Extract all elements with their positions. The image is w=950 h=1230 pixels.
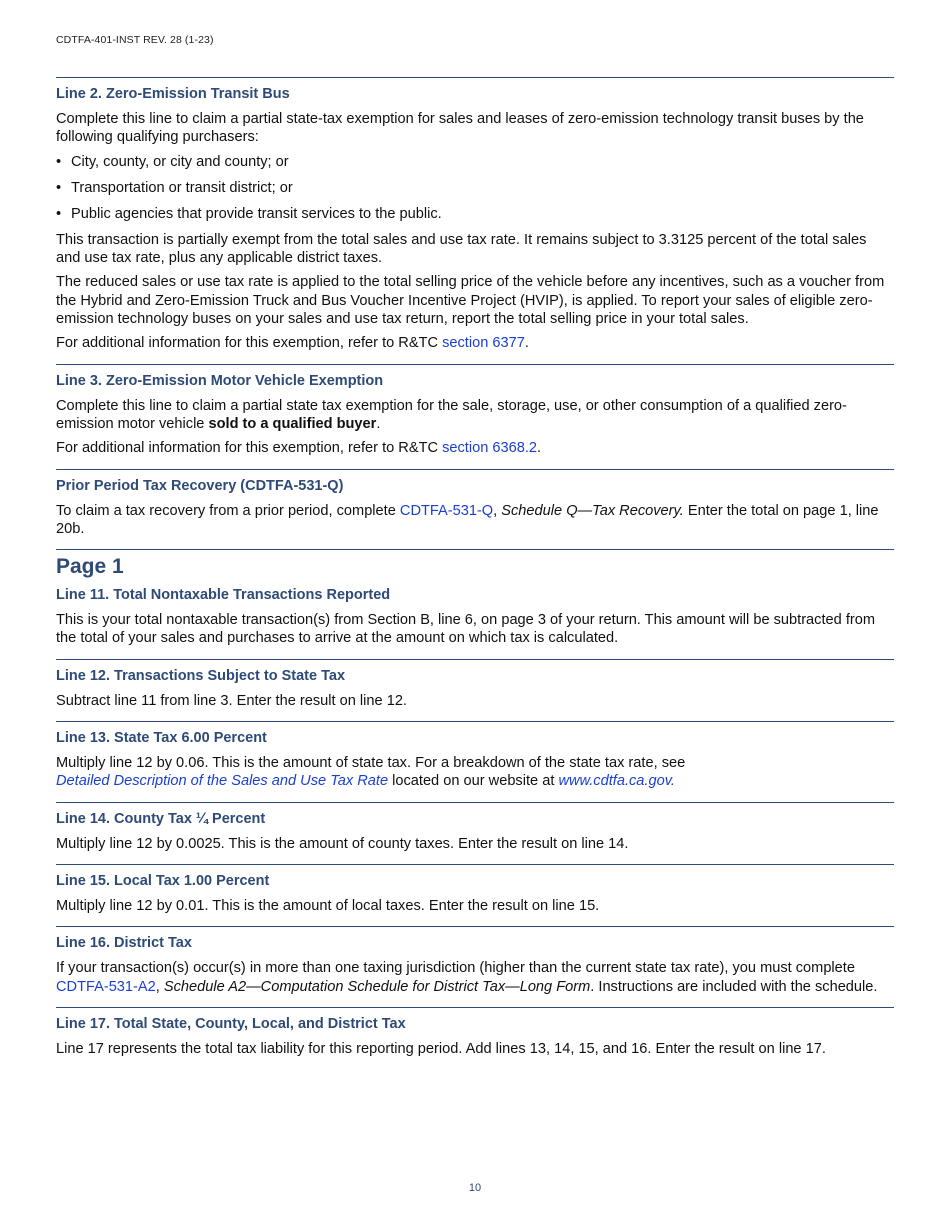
divider <box>56 721 894 722</box>
paragraph: The reduced sales or use tax rate is applied to the total selling price of the vehicle before any incentives, such as a voucher from the Hybrid and Zero-Emission Truck and Bus Voucher Incentive Project (HVIP), is applied. To report your sales of eligible zero-emission technology buses on your sales and use tax return, report the total selling price in your total sales. <box>56 274 885 328</box>
punctuation: . <box>376 415 381 432</box>
cdtfa-531-a2-link[interactable]: CDTFA-531-A2 <box>56 978 156 995</box>
paragraph: Multiply line 12 by 0.01. This is the amount of local taxes. Enter the result on line 15. <box>56 897 600 914</box>
section-line-3 <box>56 364 894 458</box>
punctuation: , <box>155 978 164 995</box>
section-heading: Line 11. Total Nontaxable Transactions Reported <box>56 587 391 604</box>
paragraph-text: . Instructions are included with the schedule. <box>590 978 878 995</box>
section-heading: Line 16. District Tax <box>56 935 192 952</box>
section-6377-link[interactable]: section 6377 <box>442 335 525 352</box>
paragraph <box>56 502 894 539</box>
divider <box>56 802 894 803</box>
list-item: • Public agencies that provide transit services to the public. <box>56 205 894 223</box>
page-number: 10 <box>468 1182 482 1194</box>
list-item: • Transportation or transit district; or <box>56 179 894 197</box>
section-heading: Line 2. Zero-Emission Transit Bus <box>56 86 290 102</box>
section-line-17 <box>56 1007 894 1058</box>
divider <box>56 77 894 78</box>
section-6368-2-link[interactable]: section 6368.2 <box>442 440 538 457</box>
reference-text: For additional information for this exemption, refer to R&TC <box>56 440 443 457</box>
cdtfa-531-q-link[interactable]: CDTFA-531-Q <box>399 502 494 519</box>
paragraph-text: If your transaction(s) occur(s) in more than one taxing jurisdiction (higher than the current state tax rate), you must complete <box>56 960 855 977</box>
form-id: CDTFA-401-INST REV. 28 (1-23) <box>56 34 214 46</box>
reference-paragraph <box>56 439 894 457</box>
document-body <box>56 77 894 1069</box>
divider <box>56 1007 894 1008</box>
reference-paragraph <box>56 334 894 352</box>
section-heading: Line 17. Total State, County, Local, and District Tax <box>56 1015 406 1032</box>
cdtfa-website-link[interactable]: www.cdtfa.ca.gov. <box>558 773 675 790</box>
section-heading: Prior Period Tax Recovery (CDTFA-531-Q) <box>56 477 344 494</box>
divider <box>56 469 894 470</box>
punctuation: . <box>524 335 529 352</box>
paragraph <box>56 397 894 434</box>
italic-text: Schedule A2—Computation Schedule for District Tax—Long Form <box>163 978 591 995</box>
section-heading: Line 3. Zero-Emission Motor Vehicle Exemption <box>56 372 384 389</box>
punctuation: . <box>537 440 542 457</box>
divider <box>56 364 894 365</box>
section-heading: Line 14. County Tax ¼ Percent <box>56 810 266 827</box>
section-line-16 <box>56 926 894 996</box>
divider <box>56 549 894 550</box>
section-prior-period <box>56 469 894 539</box>
italic-text: Schedule Q—Tax Recovery. <box>501 502 684 519</box>
paragraph: This transaction is partially exempt from the total sales and use tax rate. It remains subject to 3.3125 percent of the total sales and use tax rate, plus any applicable district taxes. <box>56 231 867 267</box>
paragraph-text: Multiply line 12 by 0.06. This is the amount of state tax. For a breakdown of the state tax rate, see <box>56 755 686 772</box>
tax-rate-description-link[interactable]: Detailed Description of the Sales and Use Tax Rate <box>56 773 389 790</box>
section-heading: Line 12. Transactions Subject to State Tax <box>56 667 346 684</box>
section-line-15 <box>56 864 894 915</box>
paragraph-text: To claim a tax recovery from a prior period, complete <box>56 502 400 519</box>
paragraph <box>56 959 894 996</box>
purchaser-list <box>56 153 894 223</box>
paragraph: Line 17 represents the total tax liability for this reporting period. Add lines 13, 14, 15, and 16. Enter the result on line 17. <box>56 1040 826 1057</box>
section-heading: Line 13. State Tax 6.00 Percent <box>56 730 267 747</box>
section-line-14 <box>56 802 894 853</box>
section-line-13 <box>56 721 894 791</box>
section-heading: Line 15. Local Tax 1.00 Percent <box>56 872 270 889</box>
section-line-2 <box>56 77 894 353</box>
paragraph <box>56 754 894 791</box>
bold-text: sold to a qualified buyer <box>208 415 377 432</box>
paragraph-text: Complete this line to claim a partial state tax exemption for the sale, storage, use, or other consumption of a qualified zero-emission motor vehicle <box>56 397 847 432</box>
paragraph: Subtract line 11 from line 3. Enter the result on line 12. <box>56 692 407 709</box>
paragraph-text: Enter the total on page 1, line 20b. <box>56 502 879 537</box>
list-item: • City, county, or city and county; or <box>56 153 894 171</box>
paragraph: This is your total nontaxable transaction(s) from Section B, line 6, on page 3 of your return. This amount will be subtracted from the total of your sales and purchases to arrive at the amount on which tax is calculated. <box>56 612 876 647</box>
divider <box>56 864 894 865</box>
page-title: Page 1 <box>56 555 124 579</box>
divider <box>56 659 894 660</box>
reference-text: For additional information for this exemption, refer to R&TC <box>56 335 443 352</box>
divider <box>56 926 894 927</box>
paragraph: Multiply line 12 by 0.0025. This is the amount of county taxes. Enter the result on line 14. <box>56 835 629 852</box>
punctuation: , <box>493 502 502 519</box>
section-page-1 <box>56 549 894 648</box>
section-line-12 <box>56 659 894 710</box>
paragraph-text: located on our website at <box>388 773 559 790</box>
paragraph: Complete this line to claim a partial state-tax exemption for sales and leases of zero-emission technology transit buses by the following qualifying purchasers: <box>56 111 864 146</box>
